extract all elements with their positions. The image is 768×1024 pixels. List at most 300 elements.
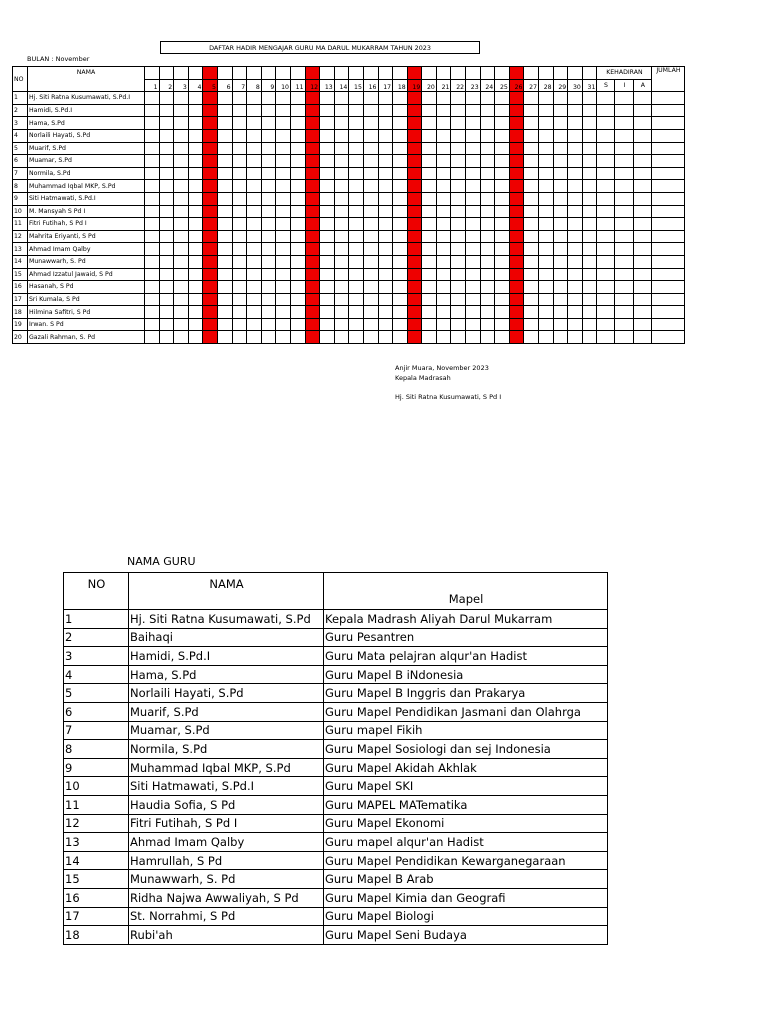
attendance-cell [509, 306, 524, 319]
day-header-top [407, 67, 422, 80]
attendance-cell [451, 230, 466, 243]
teacher-name: Hasanah, S Pd [28, 281, 145, 294]
attendance-cell [568, 255, 583, 268]
teacher-row [64, 721, 608, 740]
day-header-top [305, 67, 320, 80]
attendance-cell [480, 243, 495, 256]
day-number: 17 [378, 79, 393, 92]
attendance-cell [261, 218, 276, 231]
attendance-cell [553, 318, 568, 331]
attendance-cell [276, 218, 291, 231]
attendance-cell [568, 205, 583, 218]
attendance-cell [553, 293, 568, 306]
attendance-cell [290, 142, 305, 155]
teacher-row-number: 5 [64, 684, 129, 703]
attendance-cell [480, 230, 495, 243]
kehadiran-cell [634, 142, 652, 155]
attendance-cell [203, 192, 218, 205]
attendance-cell [290, 205, 305, 218]
attendance-cell [466, 167, 481, 180]
teacher-row-number: 8 [64, 740, 129, 759]
teacher-row-mapel: Guru Mapel B Arab [324, 870, 608, 889]
kehadiran-cell [597, 129, 615, 142]
kehadiran-cell [597, 243, 615, 256]
attendance-cell [290, 180, 305, 193]
attendance-cell [509, 281, 524, 294]
attendance-cell [509, 104, 524, 117]
attendance-cell [320, 205, 335, 218]
attendance-cell [407, 218, 422, 231]
attendance-cell [320, 117, 335, 130]
jumlah-cell [652, 318, 685, 331]
attendance-cell [393, 142, 408, 155]
attendance-cell [217, 167, 232, 180]
attendance-cell [290, 230, 305, 243]
kehadiran-cell [597, 268, 615, 281]
attendance-cell [495, 318, 510, 331]
attendance-cell [334, 129, 349, 142]
attendance-cell [203, 293, 218, 306]
header-kehadiran: KEHADIRAN [597, 67, 652, 80]
attendance-cell [261, 142, 276, 155]
attendance-cell [378, 192, 393, 205]
kehadiran-cell [634, 92, 652, 105]
day-number: 20 [422, 79, 437, 92]
attendance-cell [290, 318, 305, 331]
teacher-row-mapel: Guru Mapel Sosiologi dan sej Indonesia [324, 740, 608, 759]
attendance-cell [393, 281, 408, 294]
attendance-cell [539, 293, 554, 306]
attendance-cell [466, 180, 481, 193]
kehadiran-s: S [597, 79, 615, 92]
kehadiran-cell [597, 293, 615, 306]
attendance-cell [174, 129, 189, 142]
attendance-cell [247, 230, 262, 243]
attendance-cell [159, 318, 174, 331]
attendance-cell [568, 331, 583, 344]
attendance-cell [320, 318, 335, 331]
day-header-top [320, 67, 335, 80]
attendance-cell [188, 129, 203, 142]
attendance-cell [422, 218, 437, 231]
attendance-cell [349, 293, 364, 306]
attendance-cell [436, 268, 451, 281]
attendance-cell [349, 192, 364, 205]
day-number: 18 [393, 79, 408, 92]
attendance-cell [553, 142, 568, 155]
attendance-cell [480, 92, 495, 105]
attendance-cell [305, 255, 320, 268]
kehadiran-cell [597, 205, 615, 218]
day-header-top [145, 67, 160, 80]
attendance-cell [188, 192, 203, 205]
teacher-row-mapel: Guru mapel alqur'an Hadist [324, 833, 608, 852]
teacher-table-header [64, 573, 608, 610]
attendance-cell [539, 92, 554, 105]
attendance-cell [349, 281, 364, 294]
attendance-cell [349, 306, 364, 319]
jumlah-cell [652, 92, 685, 105]
attendance-cell [582, 243, 597, 256]
attendance-cell [495, 255, 510, 268]
attendance-cell [334, 318, 349, 331]
attendance-cell [159, 155, 174, 168]
attendance-cell [480, 255, 495, 268]
attendance-cell [524, 92, 539, 105]
attendance-cell [451, 293, 466, 306]
attendance-cell [145, 92, 160, 105]
attendance-cell [334, 255, 349, 268]
attendance-cell [349, 318, 364, 331]
attendance-cell [305, 293, 320, 306]
attendance-cell [393, 318, 408, 331]
attendance-cell [159, 129, 174, 142]
teacher-row-number: 1 [64, 610, 129, 629]
attendance-cell [495, 306, 510, 319]
attendance-cell [451, 129, 466, 142]
attendance-cell [553, 117, 568, 130]
attendance-cell [378, 268, 393, 281]
attendance-cell [276, 129, 291, 142]
attendance-cell [451, 268, 466, 281]
attendance-cell [203, 129, 218, 142]
row-number: 11 [13, 218, 28, 231]
attendance-cell [495, 192, 510, 205]
attendance-cell [276, 92, 291, 105]
kehadiran-cell [597, 180, 615, 193]
day-number: 8 [247, 79, 262, 92]
attendance-cell [436, 255, 451, 268]
attendance-cell [247, 142, 262, 155]
attendance-cell [188, 293, 203, 306]
attendance-cell [495, 281, 510, 294]
teacher-row [64, 740, 608, 759]
attendance-cell [422, 230, 437, 243]
attendance-cell [363, 218, 378, 231]
day-number: 13 [320, 79, 335, 92]
teacher-name: Ahmad Imam Qalby [28, 243, 145, 256]
attendance-cell [509, 268, 524, 281]
attendance-cell [290, 129, 305, 142]
attendance-cell [568, 281, 583, 294]
attendance-cell [582, 129, 597, 142]
attendance-cell [539, 230, 554, 243]
attendance-cell [203, 155, 218, 168]
attendance-cell [320, 155, 335, 168]
attendance-cell [378, 306, 393, 319]
jumlah-cell [652, 192, 685, 205]
attendance-cell [407, 268, 422, 281]
attendance-cell [247, 117, 262, 130]
attendance-cell [334, 167, 349, 180]
attendance-cell [334, 142, 349, 155]
attendance-cell [509, 243, 524, 256]
day-header-top [290, 67, 305, 80]
attendance-cell [349, 142, 364, 155]
attendance-cell [480, 192, 495, 205]
attendance-cell [568, 117, 583, 130]
attendance-cell [188, 117, 203, 130]
month-label: BULAN : November [27, 55, 90, 63]
attendance-cell [524, 192, 539, 205]
attendance-cell [568, 192, 583, 205]
teacher-row-name: Haudia Sofia, S Pd [129, 795, 324, 814]
signature-name: Hj. Siti Ratna Kusumawati, S Pd I [395, 392, 502, 401]
attendance-cell [276, 180, 291, 193]
attendance-cell [393, 268, 408, 281]
attendance-cell [553, 306, 568, 319]
attendance-cell [422, 318, 437, 331]
attendance-cell [188, 331, 203, 344]
attendance-cell [509, 155, 524, 168]
attendance-cell [159, 192, 174, 205]
attendance-cell [232, 117, 247, 130]
kehadiran-cell [597, 117, 615, 130]
teacher-row [64, 851, 608, 870]
attendance-cell [378, 218, 393, 231]
kehadiran-cell [634, 155, 652, 168]
attendance-cell [422, 306, 437, 319]
attendance-cell [334, 331, 349, 344]
attendance-cell [363, 293, 378, 306]
attendance-cell [349, 180, 364, 193]
attendance-cell [334, 180, 349, 193]
teacher-row-name: Ahmad Imam Qalby [129, 833, 324, 852]
attendance-cell [145, 129, 160, 142]
attendance-cell [276, 230, 291, 243]
attendance-cell [582, 293, 597, 306]
attendance-cell [320, 268, 335, 281]
kehadiran-cell [615, 92, 634, 105]
attendance-row [13, 117, 685, 130]
kehadiran-cell [634, 331, 652, 344]
kehadiran-cell [634, 268, 652, 281]
attendance-cell [174, 306, 189, 319]
row-number: 20 [13, 331, 28, 344]
attendance-cell [524, 318, 539, 331]
attendance-cell [451, 192, 466, 205]
attendance-cell [524, 230, 539, 243]
attendance-cell [480, 268, 495, 281]
day-number: 16 [363, 79, 378, 92]
kehadiran-cell [634, 293, 652, 306]
attendance-cell [320, 92, 335, 105]
attendance-cell [407, 167, 422, 180]
day-number: 23 [466, 79, 481, 92]
attendance-header-row [13, 67, 685, 80]
attendance-cell [539, 142, 554, 155]
kehadiran-cell [597, 92, 615, 105]
attendance-cell [524, 268, 539, 281]
kehadiran-cell [634, 218, 652, 231]
attendance-cell [393, 331, 408, 344]
attendance-cell [232, 129, 247, 142]
attendance-cell [524, 129, 539, 142]
attendance-cell [145, 180, 160, 193]
row-number: 10 [13, 205, 28, 218]
attendance-cell [582, 117, 597, 130]
attendance-cell [159, 306, 174, 319]
attendance-cell [174, 281, 189, 294]
row-number: 14 [13, 255, 28, 268]
attendance-cell [320, 180, 335, 193]
attendance-cell [436, 192, 451, 205]
attendance-cell [422, 180, 437, 193]
teacher-name: Gazali Rahman, S. Pd [28, 331, 145, 344]
attendance-cell [378, 155, 393, 168]
attendance-cell [334, 104, 349, 117]
teacher-row [64, 870, 608, 889]
attendance-cell [524, 117, 539, 130]
attendance-cell [276, 155, 291, 168]
attendance-cell [203, 268, 218, 281]
jumlah-cell [652, 331, 685, 344]
attendance-cell [159, 117, 174, 130]
attendance-cell [582, 306, 597, 319]
attendance-cell [276, 293, 291, 306]
kehadiran-cell [597, 218, 615, 231]
teacher-name: Ahmad Izzatul Jawaid, S Pd [28, 268, 145, 281]
day-header-top [582, 67, 597, 80]
attendance-cell [466, 205, 481, 218]
teacher-row-mapel: Guru Mapel Biologi [324, 907, 608, 926]
attendance-cell [349, 117, 364, 130]
attendance-row [13, 167, 685, 180]
attendance-cell [393, 205, 408, 218]
attendance-cell [436, 218, 451, 231]
attendance-cell [568, 230, 583, 243]
attendance-cell [276, 205, 291, 218]
attendance-cell [539, 318, 554, 331]
attendance-cell [334, 230, 349, 243]
attendance-cell [290, 117, 305, 130]
day-header-top [466, 67, 481, 80]
attendance-cell [582, 192, 597, 205]
teacher-row-name: Hj. Siti Ratna Kusumawati, S.Pd [129, 610, 324, 629]
row-number: 15 [13, 268, 28, 281]
attendance-cell [290, 306, 305, 319]
attendance-cell [422, 117, 437, 130]
teacher-row-number: 11 [64, 795, 129, 814]
attendance-cell [247, 318, 262, 331]
attendance-cell [539, 104, 554, 117]
teacher-row [64, 628, 608, 647]
day-number: 14 [334, 79, 349, 92]
attendance-cell [407, 142, 422, 155]
attendance-cell [203, 205, 218, 218]
day-header-top [393, 67, 408, 80]
attendance-cell [320, 306, 335, 319]
attendance-cell [436, 180, 451, 193]
attendance-cell [203, 104, 218, 117]
attendance-cell [305, 205, 320, 218]
teacher-row-mapel: Guru Mapel Seni Budaya [324, 926, 608, 945]
teacher-row-number: 6 [64, 702, 129, 721]
attendance-cell [436, 281, 451, 294]
attendance-cell [232, 180, 247, 193]
attendance-cell [174, 255, 189, 268]
attendance-cell [276, 318, 291, 331]
teacher-row-name: Hamrullah, S Pd [129, 851, 324, 870]
teacher-row [64, 926, 608, 945]
attendance-cell [495, 268, 510, 281]
day-number: 24 [480, 79, 495, 92]
attendance-cell [174, 243, 189, 256]
row-number: 19 [13, 318, 28, 331]
kehadiran-cell [615, 293, 634, 306]
attendance-cell [524, 205, 539, 218]
attendance-cell [334, 192, 349, 205]
day-header-top [247, 67, 262, 80]
kehadiran-cell [634, 192, 652, 205]
teacher-row-mapel: Kepala Madrash Aliyah Darul Mukarram [324, 610, 608, 629]
attendance-cell [232, 255, 247, 268]
attendance-cell [159, 104, 174, 117]
kehadiran-cell [615, 205, 634, 218]
attendance-cell [451, 155, 466, 168]
teacher-row-number: 2 [64, 628, 129, 647]
attendance-cell [480, 205, 495, 218]
attendance-cell [261, 306, 276, 319]
attendance-cell [378, 293, 393, 306]
attendance-cell [232, 318, 247, 331]
attendance-cell [509, 117, 524, 130]
kehadiran-cell [597, 230, 615, 243]
attendance-cell [509, 218, 524, 231]
attendance-cell [247, 205, 262, 218]
kehadiran-cell [634, 180, 652, 193]
attendance-cell [334, 281, 349, 294]
attendance-cell [188, 218, 203, 231]
attendance-cell [247, 218, 262, 231]
attendance-row [13, 318, 685, 331]
attendance-cell [495, 230, 510, 243]
attendance-cell [582, 230, 597, 243]
kehadiran-cell [615, 218, 634, 231]
attendance-cell [524, 142, 539, 155]
day-header-top [232, 67, 247, 80]
teacher-row-mapel: Guru Mapel Kimia dan Geografi [324, 888, 608, 907]
attendance-cell [539, 167, 554, 180]
attendance-cell [261, 281, 276, 294]
attendance-cell [276, 268, 291, 281]
attendance-cell [203, 142, 218, 155]
attendance-cell [217, 205, 232, 218]
attendance-cell [334, 306, 349, 319]
attendance-cell [203, 255, 218, 268]
attendance-cell [247, 243, 262, 256]
attendance-cell [582, 255, 597, 268]
day-header-top [261, 67, 276, 80]
attendance-cell [378, 243, 393, 256]
attendance-cell [466, 218, 481, 231]
teacher-row-name: Normila, S.Pd [129, 740, 324, 759]
attendance-cell [349, 230, 364, 243]
attendance-cell [480, 293, 495, 306]
teacher-row [64, 795, 608, 814]
attendance-cell [349, 155, 364, 168]
attendance-cell [466, 243, 481, 256]
attendance-cell [436, 331, 451, 344]
attendance-cell [174, 205, 189, 218]
attendance-row [13, 331, 685, 344]
kehadiran-cell [597, 255, 615, 268]
kehadiran-a: A [634, 79, 652, 92]
attendance-cell [407, 230, 422, 243]
attendance-cell [480, 155, 495, 168]
attendance-cell [436, 129, 451, 142]
attendance-cell [174, 331, 189, 344]
